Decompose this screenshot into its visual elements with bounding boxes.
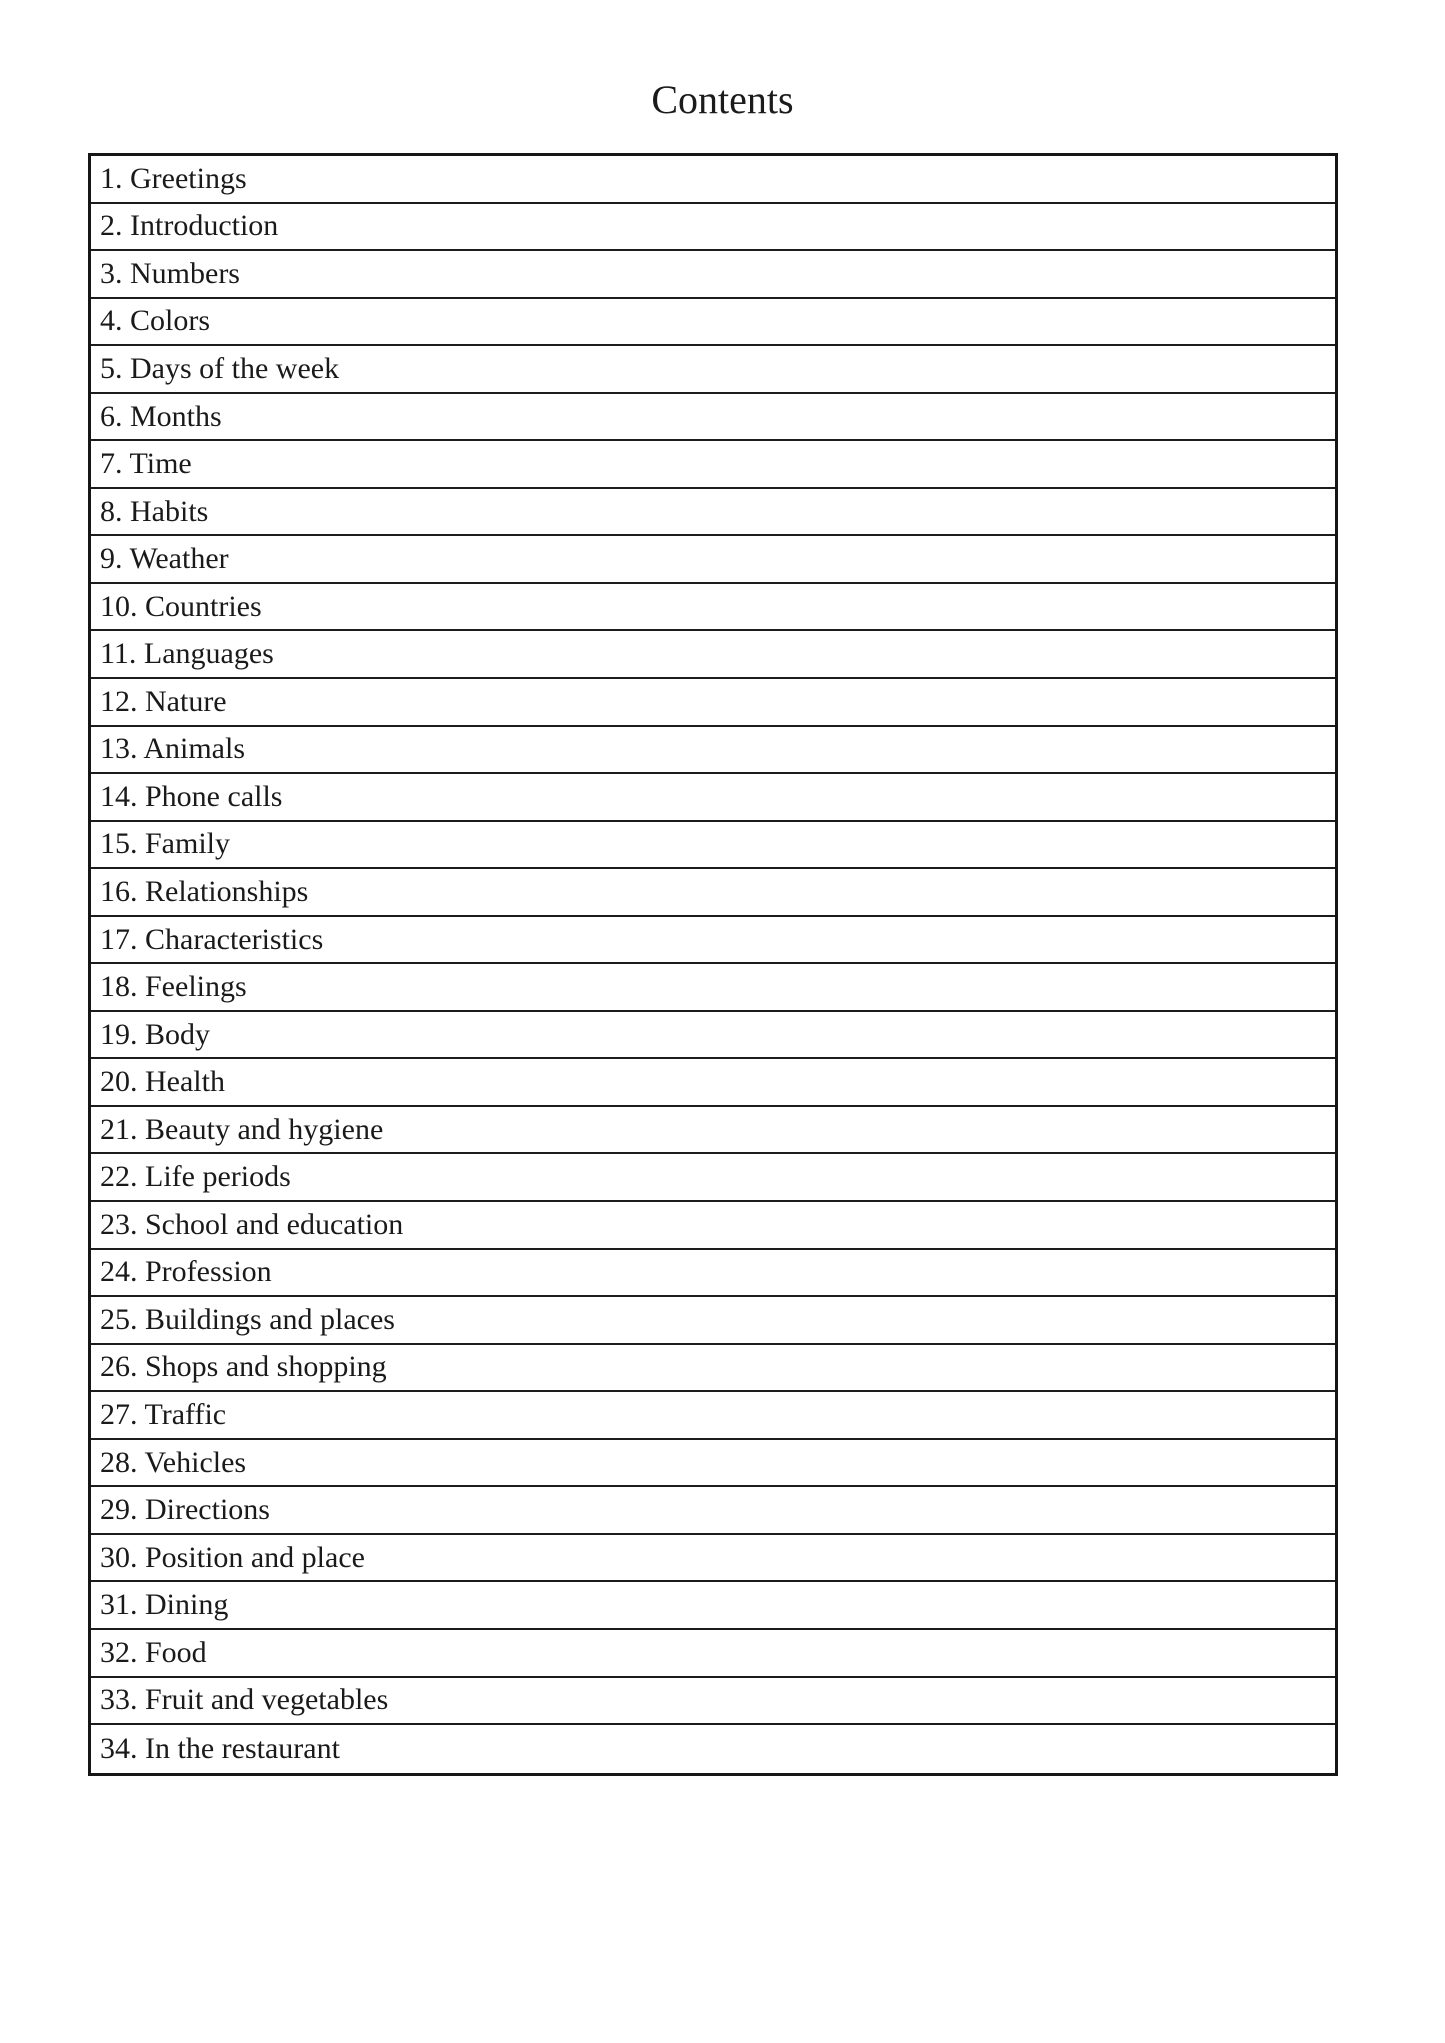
toc-entry-text: 23. School and education: [100, 1207, 404, 1241]
toc-entry-text: 15. Family: [100, 827, 231, 861]
toc-entry-text: 22. Life periods: [100, 1160, 291, 1194]
toc-row: [91, 1250, 1335, 1298]
contents-table: [88, 153, 1338, 1776]
toc-entry-text: 25. Buildings and places: [100, 1302, 395, 1336]
toc-entry-text: 19. Body: [100, 1017, 211, 1051]
toc-entry-text: 14. Phone calls: [100, 779, 283, 813]
toc-entry-text: 33. Fruit and vegetables: [100, 1683, 389, 1717]
toc-entry-text: 27. Traffic: [100, 1397, 227, 1431]
toc-entry-text: 30. Position and place: [100, 1540, 365, 1574]
toc-row: [91, 1725, 1335, 1773]
toc-row: [91, 917, 1335, 965]
toc-row: [91, 156, 1335, 204]
toc-row: [91, 1202, 1335, 1250]
toc-entry-text: 12. Nature: [100, 684, 227, 718]
toc-row: [91, 1012, 1335, 1060]
toc-entry-text: 5. Days of the week: [100, 351, 340, 385]
toc-row: [91, 1440, 1335, 1488]
toc-row: [91, 536, 1335, 584]
toc-row: [91, 1678, 1335, 1726]
toc-entry-text: 24. Profession: [100, 1255, 272, 1289]
toc-row: [91, 822, 1335, 870]
toc-entry-text: 2. Introduction: [100, 209, 279, 243]
toc-row: [91, 299, 1335, 347]
toc-entry-text: 8. Habits: [100, 494, 209, 528]
toc-row: [91, 1297, 1335, 1345]
toc-entry-text: 3. Numbers: [100, 256, 240, 290]
toc-row: [91, 1582, 1335, 1630]
toc-entry-text: 28. Vehicles: [100, 1445, 247, 1479]
toc-row: [91, 1392, 1335, 1440]
toc-row: [91, 964, 1335, 1012]
toc-entry-text: 16. Relationships: [100, 874, 309, 908]
toc-entry-text: 32. Food: [100, 1635, 207, 1669]
toc-row: [91, 1107, 1335, 1155]
toc-entry-text: 20. Health: [100, 1065, 225, 1099]
toc-row: [91, 774, 1335, 822]
toc-entry-text: 13. Animals: [100, 732, 246, 766]
toc-row: [91, 869, 1335, 917]
toc-row: [91, 1535, 1335, 1583]
toc-row: [91, 1059, 1335, 1107]
toc-row: [91, 251, 1335, 299]
toc-row: [91, 394, 1335, 442]
toc-entry-text: 31. Dining: [100, 1588, 229, 1622]
toc-entry-text: 7. Time: [100, 447, 192, 481]
toc-row: [91, 204, 1335, 252]
toc-entry-text: 10. Countries: [100, 589, 262, 623]
toc-entry-text: 29. Directions: [100, 1493, 270, 1527]
toc-row: [91, 1345, 1335, 1393]
toc-row: [91, 631, 1335, 679]
toc-entry-text: 34. In the restaurant: [100, 1731, 340, 1765]
toc-entry-text: 6. Months: [100, 399, 222, 433]
page-title: Contents: [651, 77, 794, 122]
toc-entry-text: 18. Feelings: [100, 970, 247, 1004]
toc-row: [91, 346, 1335, 394]
toc-row: [91, 1487, 1335, 1535]
toc-entry-text: 1. Greetings: [100, 161, 247, 195]
toc-row: [91, 489, 1335, 537]
toc-row: [91, 1630, 1335, 1678]
toc-entry-text: 26. Shops and shopping: [100, 1350, 387, 1384]
toc-row: [91, 679, 1335, 727]
toc-row: [91, 584, 1335, 632]
toc-row: [91, 727, 1335, 775]
toc-entry-text: 4. Colors: [100, 304, 211, 338]
toc-entry-text: 11. Languages: [100, 637, 274, 671]
toc-entry-text: 9. Weather: [100, 542, 229, 576]
toc-row: [91, 441, 1335, 489]
toc-entry-text: 17. Characteristics: [100, 922, 324, 956]
toc-row: [91, 1154, 1335, 1202]
toc-entry-text: 21. Beauty and hygiene: [100, 1112, 384, 1146]
